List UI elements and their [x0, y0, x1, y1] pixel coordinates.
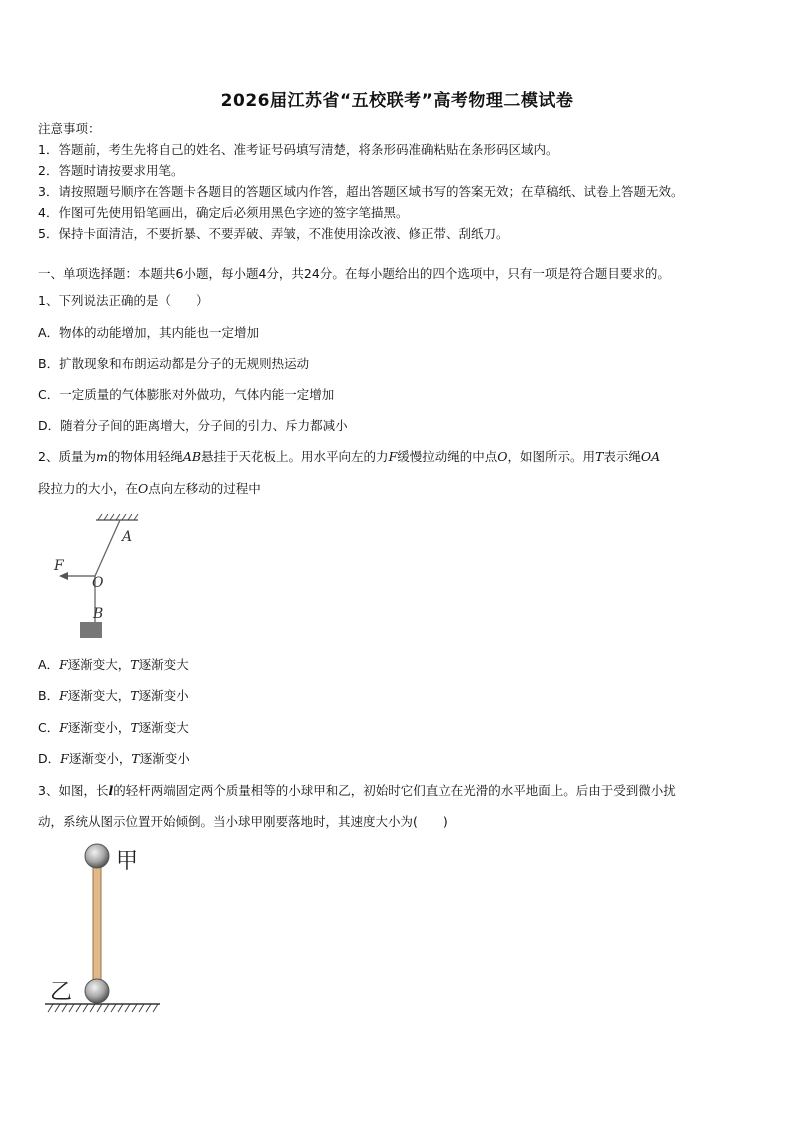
- ball-yi: [85, 979, 109, 1003]
- label-yi: 乙: [50, 980, 73, 1005]
- notice-heading: 注意事项：: [38, 121, 101, 136]
- question-2-option-b: B．F逐渐变大，T逐渐变小: [38, 688, 189, 703]
- question-1-option-d: D．随着分子间的距离增大，分子间的引力、斥力都减小: [38, 418, 348, 433]
- question-2-figure: [40, 508, 140, 643]
- rope-OA: [95, 520, 120, 576]
- label-jia: 甲: [116, 849, 139, 874]
- hanging-block: [80, 622, 102, 638]
- question-2-option-a: A．F逐渐变大，T逐渐变大: [38, 657, 189, 672]
- symbol-T: T: [595, 449, 604, 464]
- question-1-option-c: C．一定质量的气体膨胀对外做功，气体内能一定增加: [38, 387, 335, 402]
- question-1-option-a: A．物体的动能增加，其内能也一定增加: [38, 325, 260, 340]
- notice-block: [38, 118, 683, 244]
- section-heading: 一、单项选择题：本题共6小题，每小题4分，共24分。在每小题给出的四个选项中，只有一项是符合题目要求的。: [38, 266, 670, 281]
- ceiling-hatch: [96, 514, 138, 520]
- notice-item: 5．保持卡面清洁，不要折暴、不要弄破、弄皱，不准使用涂改液、修正带、刮纸刀。: [38, 226, 509, 241]
- label-B: B: [93, 606, 104, 622]
- notice-item: 2．答题时请按要求用笔。: [38, 163, 184, 178]
- question-3-stem-line1: 3、如图，长l的轻杆两端固定两个质量相等的小球甲和乙，初始时它们直立在光滑的水平地面上。后由于受到微小扰: [38, 783, 676, 798]
- question-2-option-c: C．F逐渐变小，T逐渐变大: [38, 720, 189, 735]
- label-F: F: [54, 558, 64, 574]
- ground-hatch: [48, 1004, 158, 1012]
- light-rod: [93, 864, 101, 988]
- question-3-stem-line2: 动，系统从图示位置开始倾倒。当小球甲刚要落地时，其速度大小为( ): [38, 814, 448, 829]
- question-3-figure: [40, 836, 170, 1016]
- label-O: O: [92, 575, 104, 591]
- notice-item: 3．请按照题号顺序在答题卡各题目的答题区域内作答，超出答题区域书写的答案无效；在草稿纸、试卷上答题无效。: [38, 184, 684, 199]
- question-2-stem-line2: 段拉力的大小，在O点向左移动的过程中: [38, 481, 261, 496]
- symbol-F: F: [388, 449, 398, 464]
- question-1-option-b: B．扩散现象和布朗运动都是分子的无规则热运动: [38, 356, 310, 371]
- symbol-OA: OA: [640, 449, 661, 464]
- notice-item: 1．答题前，考生先将自己的姓名、准考证号码填写清楚，将条形码准确粘贴在条形码区域内。: [38, 142, 559, 157]
- ball-jia: [85, 844, 109, 868]
- notice-item: 4．作图可先使用铅笔画出，确定后必须用黑色字迹的签字笔描黑。: [38, 205, 409, 220]
- question-1-stem: 1、下列说法正确的是（ ）: [38, 293, 209, 308]
- label-A: A: [122, 529, 133, 545]
- question-2-stem-line1: 2、质量为m的物体用轻绳AB悬挂于天花板上。用水平向左的力F缓慢拉动绳的中点O，如图所示。用T表示绳OA: [38, 449, 661, 464]
- symbol-l: l: [108, 783, 114, 798]
- symbol-O: O: [497, 449, 508, 464]
- symbol-m: m: [95, 449, 108, 464]
- symbol-O: O: [138, 481, 149, 496]
- question-2-option-d: D．F逐渐变小，T逐渐变小: [38, 751, 190, 766]
- symbol-AB: AB: [182, 449, 202, 464]
- page-title: 2026届江苏省“五校联考”高考物理二模试卷: [220, 91, 574, 111]
